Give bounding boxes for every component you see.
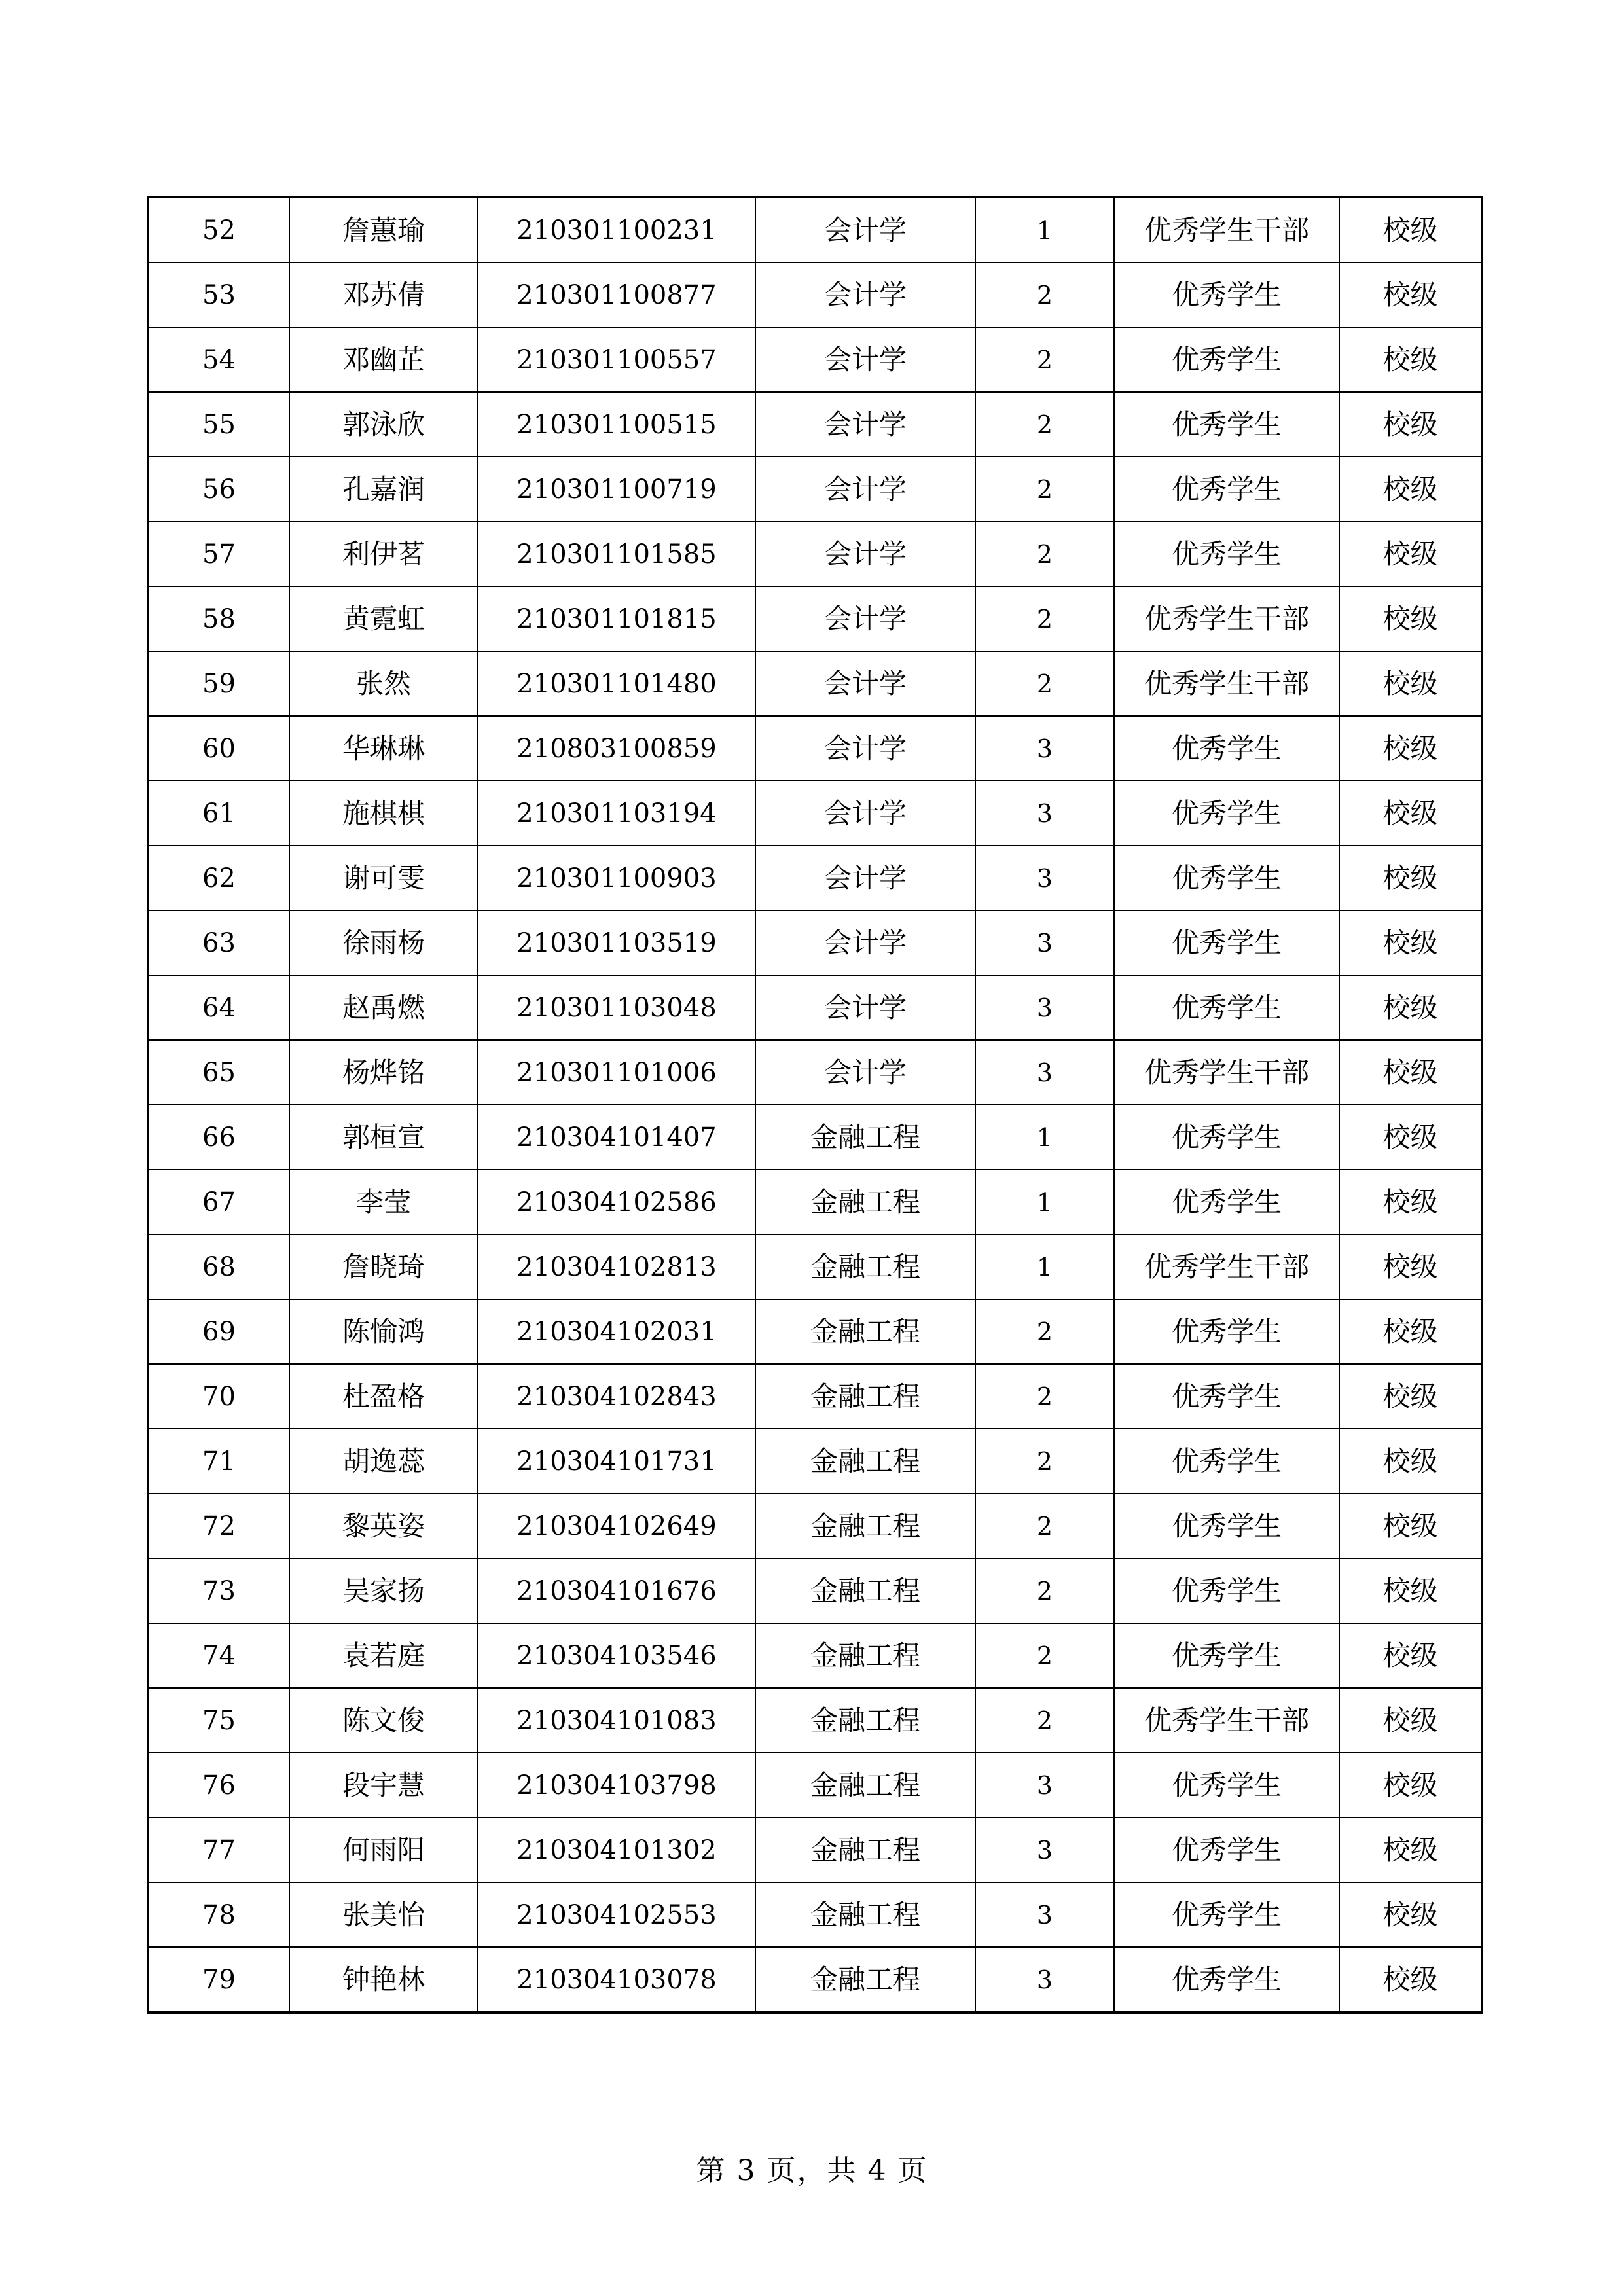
cell-year: 2: [975, 1623, 1114, 1688]
cell-student-name: 袁若庭: [289, 1623, 478, 1688]
cell-year: 3: [975, 716, 1114, 781]
cell-student-name: 詹蕙瑜: [289, 197, 478, 262]
cell-award: 优秀学生: [1114, 1623, 1339, 1688]
cell-serial-number: 66: [148, 1105, 289, 1170]
cell-student-name: 胡逸蕊: [289, 1429, 478, 1494]
cell-student-id: 210304102843: [478, 1364, 755, 1429]
footer-suffix: 页: [897, 2154, 928, 2187]
cell-major: 会计学: [755, 197, 975, 262]
table-row: [148, 1299, 1482, 1364]
cell-year: 1: [975, 1234, 1114, 1299]
cell-student-id: 210301103048: [478, 975, 755, 1040]
table-row: [148, 846, 1482, 910]
cell-student-id: 210304101083: [478, 1688, 755, 1753]
cell-major: 金融工程: [755, 1170, 975, 1234]
cell-level: 校级: [1339, 1818, 1482, 1882]
table-row: [148, 1040, 1482, 1105]
cell-major: 金融工程: [755, 1429, 975, 1494]
table-row: [148, 1170, 1482, 1234]
table-row: [148, 1429, 1482, 1494]
cell-student-id: 210304103546: [478, 1623, 755, 1688]
cell-level: 校级: [1339, 1558, 1482, 1623]
cell-major: 金融工程: [755, 1234, 975, 1299]
cell-award: 优秀学生干部: [1114, 586, 1339, 651]
cell-student-id: 210301101585: [478, 522, 755, 586]
table-row: [148, 327, 1482, 392]
cell-major: 金融工程: [755, 1299, 975, 1364]
cell-major: 会计学: [755, 262, 975, 327]
cell-award: 优秀学生: [1114, 781, 1339, 846]
cell-student-name: 孔嘉润: [289, 457, 478, 522]
cell-serial-number: 71: [148, 1429, 289, 1494]
cell-year: 2: [975, 262, 1114, 327]
cell-student-name: 李莹: [289, 1170, 478, 1234]
table-row: [148, 522, 1482, 586]
cell-serial-number: 56: [148, 457, 289, 522]
cell-serial-number: 65: [148, 1040, 289, 1105]
page-footer: [0, 2147, 1624, 2189]
cell-award: 优秀学生: [1114, 1947, 1339, 2013]
cell-level: 校级: [1339, 1688, 1482, 1753]
cell-year: 2: [975, 327, 1114, 392]
cell-level: 校级: [1339, 781, 1482, 846]
cell-level: 校级: [1339, 262, 1482, 327]
cell-level: 校级: [1339, 1623, 1482, 1688]
cell-award: 优秀学生: [1114, 262, 1339, 327]
cell-student-name: 郭桓宣: [289, 1105, 478, 1170]
cell-award: 优秀学生: [1114, 716, 1339, 781]
cell-major: 会计学: [755, 392, 975, 457]
cell-student-name: 段宇慧: [289, 1753, 478, 1818]
cell-level: 校级: [1339, 1882, 1482, 1947]
cell-student-id: 210304102813: [478, 1234, 755, 1299]
cell-major: 会计学: [755, 651, 975, 716]
table-row: [148, 1623, 1482, 1688]
cell-serial-number: 79: [148, 1947, 289, 2013]
cell-award: 优秀学生干部: [1114, 1234, 1339, 1299]
cell-student-id: 210301101480: [478, 651, 755, 716]
cell-student-name: 陈愉鸿: [289, 1299, 478, 1364]
cell-major: 会计学: [755, 586, 975, 651]
cell-student-id: 210304102553: [478, 1882, 755, 1947]
cell-level: 校级: [1339, 1299, 1482, 1364]
cell-serial-number: 64: [148, 975, 289, 1040]
cell-student-id: 210304102586: [478, 1170, 755, 1234]
table-body: [148, 197, 1482, 2013]
cell-award: 优秀学生: [1114, 1364, 1339, 1429]
cell-major: 金融工程: [755, 1688, 975, 1753]
cell-award: 优秀学生干部: [1114, 651, 1339, 716]
cell-serial-number: 70: [148, 1364, 289, 1429]
footer-mid: 页，共: [767, 2154, 857, 2187]
cell-year: 2: [975, 651, 1114, 716]
cell-student-name: 邓苏倩: [289, 262, 478, 327]
table-row: [148, 1105, 1482, 1170]
cell-student-id: 210301100877: [478, 262, 755, 327]
cell-year: 3: [975, 975, 1114, 1040]
cell-year: 2: [975, 586, 1114, 651]
cell-serial-number: 67: [148, 1170, 289, 1234]
cell-year: 2: [975, 1364, 1114, 1429]
cell-year: 3: [975, 1753, 1114, 1818]
cell-student-name: 邓幽芷: [289, 327, 478, 392]
cell-level: 校级: [1339, 1040, 1482, 1105]
cell-serial-number: 63: [148, 910, 289, 975]
cell-year: 3: [975, 1040, 1114, 1105]
cell-student-id: 210304101302: [478, 1818, 755, 1882]
cell-award: 优秀学生: [1114, 1818, 1339, 1882]
cell-student-id: 210304101407: [478, 1105, 755, 1170]
cell-major: 会计学: [755, 781, 975, 846]
cell-major: 金融工程: [755, 1558, 975, 1623]
cell-award: 优秀学生: [1114, 392, 1339, 457]
cell-major: 会计学: [755, 457, 975, 522]
table-row: [148, 1364, 1482, 1429]
cell-level: 校级: [1339, 392, 1482, 457]
cell-year: 3: [975, 846, 1114, 910]
cell-student-id: 210803100859: [478, 716, 755, 781]
cell-student-id: 210301103519: [478, 910, 755, 975]
cell-major: 会计学: [755, 846, 975, 910]
cell-major: 会计学: [755, 522, 975, 586]
cell-award: 优秀学生: [1114, 1299, 1339, 1364]
cell-student-id: 210301101815: [478, 586, 755, 651]
cell-award: 优秀学生: [1114, 457, 1339, 522]
cell-year: 3: [975, 1947, 1114, 2013]
cell-serial-number: 55: [148, 392, 289, 457]
footer-prefix: 第: [696, 2154, 727, 2187]
table-row: [148, 781, 1482, 846]
cell-student-name: 华琳琳: [289, 716, 478, 781]
cell-year: 2: [975, 1494, 1114, 1558]
cell-year: 2: [975, 392, 1114, 457]
cell-student-name: 黄霓虹: [289, 586, 478, 651]
cell-level: 校级: [1339, 1494, 1482, 1558]
cell-level: 校级: [1339, 586, 1482, 651]
cell-serial-number: 76: [148, 1753, 289, 1818]
cell-serial-number: 77: [148, 1818, 289, 1882]
cell-year: 1: [975, 1105, 1114, 1170]
cell-level: 校级: [1339, 327, 1482, 392]
table-row: [148, 651, 1482, 716]
cell-level: 校级: [1339, 910, 1482, 975]
table-row: [148, 1234, 1482, 1299]
cell-year: 1: [975, 1170, 1114, 1234]
cell-major: 会计学: [755, 910, 975, 975]
cell-serial-number: 52: [148, 197, 289, 262]
cell-award: 优秀学生: [1114, 1429, 1339, 1494]
cell-award: 优秀学生: [1114, 1105, 1339, 1170]
cell-level: 校级: [1339, 975, 1482, 1040]
table-row: [148, 586, 1482, 651]
table-row: [148, 262, 1482, 327]
cell-serial-number: 78: [148, 1882, 289, 1947]
cell-student-id: 210301103194: [478, 781, 755, 846]
cell-student-id: 210301100719: [478, 457, 755, 522]
cell-award: 优秀学生: [1114, 1882, 1339, 1947]
cell-major: 金融工程: [755, 1623, 975, 1688]
cell-student-id: 210304101676: [478, 1558, 755, 1623]
cell-year: 3: [975, 781, 1114, 846]
cell-student-id: 210304101731: [478, 1429, 755, 1494]
cell-award: 优秀学生: [1114, 1494, 1339, 1558]
table-row: [148, 457, 1482, 522]
cell-year: 2: [975, 522, 1114, 586]
cell-serial-number: 57: [148, 522, 289, 586]
cell-student-id: 210304103798: [478, 1753, 755, 1818]
cell-serial-number: 58: [148, 586, 289, 651]
cell-major: 金融工程: [755, 1753, 975, 1818]
cell-level: 校级: [1339, 1947, 1482, 2013]
cell-major: 会计学: [755, 975, 975, 1040]
cell-student-id: 210301101006: [478, 1040, 755, 1105]
cell-level: 校级: [1339, 1105, 1482, 1170]
cell-student-name: 张然: [289, 651, 478, 716]
cell-student-id: 210301100231: [478, 197, 755, 262]
cell-award: 优秀学生干部: [1114, 1040, 1339, 1105]
cell-level: 校级: [1339, 1429, 1482, 1494]
cell-serial-number: 53: [148, 262, 289, 327]
cell-level: 校级: [1339, 1170, 1482, 1234]
cell-serial-number: 72: [148, 1494, 289, 1558]
cell-student-name: 杜盈格: [289, 1364, 478, 1429]
award-list-table: [147, 196, 1483, 2014]
cell-major: 金融工程: [755, 1818, 975, 1882]
table-row: [148, 1818, 1482, 1882]
cell-student-name: 谢可雯: [289, 846, 478, 910]
cell-student-name: 徐雨杨: [289, 910, 478, 975]
cell-student-id: 210304103078: [478, 1947, 755, 2013]
cell-serial-number: 74: [148, 1623, 289, 1688]
cell-student-name: 黎英姿: [289, 1494, 478, 1558]
cell-year: 2: [975, 1299, 1114, 1364]
cell-student-id: 210304102031: [478, 1299, 755, 1364]
cell-student-name: 詹晓琦: [289, 1234, 478, 1299]
cell-student-name: 施棋棋: [289, 781, 478, 846]
table-row: [148, 1688, 1482, 1753]
cell-year: 1: [975, 197, 1114, 262]
cell-student-id: 210304102649: [478, 1494, 755, 1558]
cell-student-name: 陈文俊: [289, 1688, 478, 1753]
cell-level: 校级: [1339, 1364, 1482, 1429]
cell-student-name: 张美怡: [289, 1882, 478, 1947]
cell-major: 会计学: [755, 716, 975, 781]
cell-year: 2: [975, 1558, 1114, 1623]
cell-major: 金融工程: [755, 1494, 975, 1558]
table-row: [148, 1753, 1482, 1818]
table-row: [148, 1882, 1482, 1947]
cell-serial-number: 59: [148, 651, 289, 716]
cell-major: 金融工程: [755, 1882, 975, 1947]
cell-student-id: 210301100557: [478, 327, 755, 392]
cell-award: 优秀学生干部: [1114, 1688, 1339, 1753]
cell-award: 优秀学生: [1114, 522, 1339, 586]
cell-award: 优秀学生: [1114, 910, 1339, 975]
cell-student-name: 杨烨铭: [289, 1040, 478, 1105]
cell-year: 3: [975, 910, 1114, 975]
cell-serial-number: 73: [148, 1558, 289, 1623]
table-row: [148, 1494, 1482, 1558]
cell-level: 校级: [1339, 457, 1482, 522]
table-row: [148, 1558, 1482, 1623]
cell-year: 3: [975, 1882, 1114, 1947]
cell-major: 金融工程: [755, 1364, 975, 1429]
cell-year: 2: [975, 1688, 1114, 1753]
cell-student-name: 利伊茗: [289, 522, 478, 586]
table-row: [148, 716, 1482, 781]
cell-award: 优秀学生: [1114, 327, 1339, 392]
table-row: [148, 910, 1482, 975]
table-row: [148, 1947, 1482, 2013]
cell-major: 会计学: [755, 327, 975, 392]
table-row: [148, 197, 1482, 262]
cell-level: 校级: [1339, 1234, 1482, 1299]
table-row: [148, 392, 1482, 457]
cell-year: 3: [975, 1818, 1114, 1882]
cell-award: 优秀学生: [1114, 975, 1339, 1040]
cell-student-name: 吴家扬: [289, 1558, 478, 1623]
footer-current-page: 3: [736, 2154, 757, 2187]
cell-award: 优秀学生: [1114, 1558, 1339, 1623]
cell-student-name: 何雨阳: [289, 1818, 478, 1882]
footer-total-pages: 4: [867, 2154, 888, 2187]
cell-student-name: 钟艳林: [289, 1947, 478, 2013]
cell-serial-number: 61: [148, 781, 289, 846]
cell-serial-number: 68: [148, 1234, 289, 1299]
cell-serial-number: 54: [148, 327, 289, 392]
cell-level: 校级: [1339, 651, 1482, 716]
cell-major: 金融工程: [755, 1947, 975, 2013]
cell-level: 校级: [1339, 716, 1482, 781]
cell-award: 优秀学生: [1114, 1753, 1339, 1818]
cell-level: 校级: [1339, 522, 1482, 586]
cell-award: 优秀学生: [1114, 1170, 1339, 1234]
cell-student-id: 210301100515: [478, 392, 755, 457]
cell-serial-number: 69: [148, 1299, 289, 1364]
cell-level: 校级: [1339, 1753, 1482, 1818]
cell-level: 校级: [1339, 197, 1482, 262]
cell-student-id: 210301100903: [478, 846, 755, 910]
cell-award: 优秀学生干部: [1114, 197, 1339, 262]
cell-year: 2: [975, 1429, 1114, 1494]
cell-level: 校级: [1339, 846, 1482, 910]
cell-student-name: 赵禹燃: [289, 975, 478, 1040]
cell-major: 会计学: [755, 1040, 975, 1105]
cell-major: 金融工程: [755, 1105, 975, 1170]
cell-serial-number: 60: [148, 716, 289, 781]
table-row: [148, 975, 1482, 1040]
cell-student-name: 郭泳欣: [289, 392, 478, 457]
cell-award: 优秀学生: [1114, 846, 1339, 910]
cell-serial-number: 75: [148, 1688, 289, 1753]
cell-year: 2: [975, 457, 1114, 522]
cell-serial-number: 62: [148, 846, 289, 910]
